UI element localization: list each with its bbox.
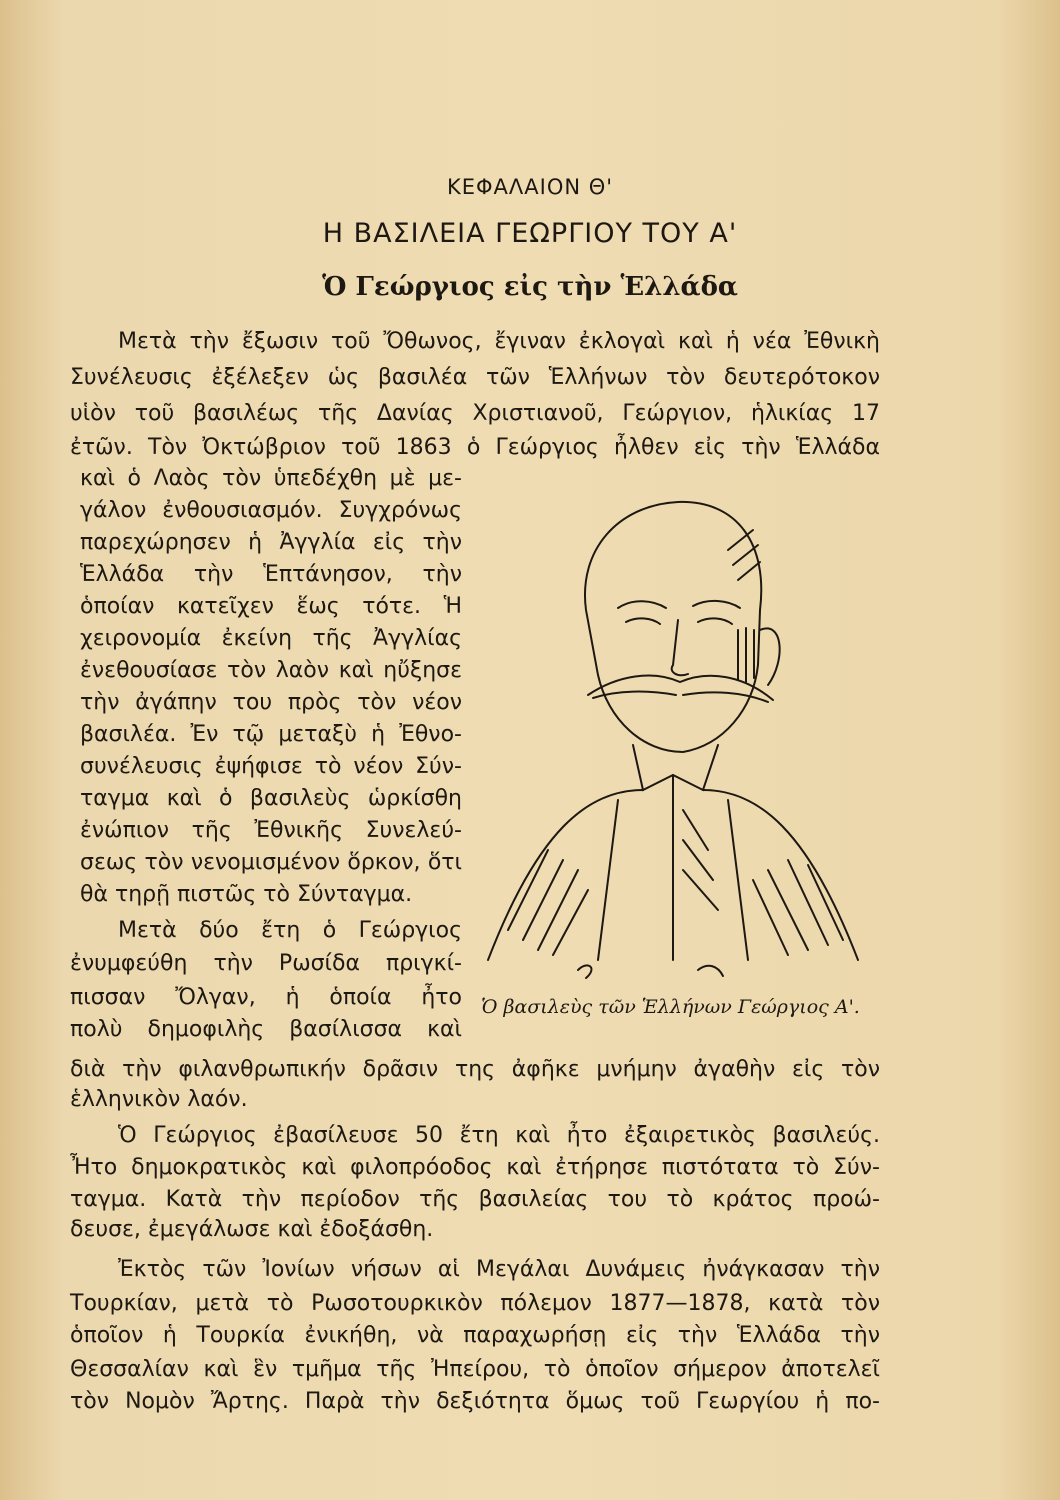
- text-line: χειρονομία ἐκείνη τῆς Ἀγγλίας: [80, 626, 462, 651]
- text-line: γάλον ἐνθουσιασμόν. Συγχρόνως: [80, 498, 462, 523]
- text-line: Μετὰ δύο ἔτη ὁ Γεώργιος: [118, 918, 462, 943]
- text-line: Τουρκίαν, μετὰ τὸ Ρωσοτουρκικὸν πόλεμον 1877—1878, κατὰ τὸν: [70, 1291, 880, 1316]
- text-line: θὰ τηρῇ πιστῶς τὸ Σύνταγμα.: [80, 882, 413, 907]
- text-line: τὴν ἀγάπην του πρὸς τὸν νέον: [80, 690, 462, 715]
- text-line: σεως τὸν νενομισμένον ὅρκον, ὅτι: [80, 850, 462, 875]
- portrait-illustration: [468, 490, 878, 990]
- chapter-heading: ΚΕΦΑΛΑΙΟΝ Θ': [446, 175, 614, 199]
- text-line: ἑλληνικὸν λαόν.: [70, 1087, 248, 1112]
- text-line: ἐνώπιον τῆς Ἐθνικῆς Συνελεύ-: [80, 818, 462, 843]
- chapter-title: Η ΒΑΣΙΛΕΙΑ ΓΕΩΡΓΙΟΥ ΤΟΥ Α': [322, 218, 738, 249]
- text-line: τὸν Νομὸν Ἄρτης. Παρὰ τὴν δεξιότητα ὅμως τοῦ Γεωργίου ἡ πο-: [70, 1389, 880, 1414]
- text-line: βασιλέα. Ἐν τῷ μεταξὺ ἡ Ἐθνο-: [80, 722, 462, 747]
- text-line: δευσε, ἐμεγάλωσε καὶ ἐδοξάσθη.: [70, 1217, 434, 1242]
- text-line: Ὁ Γεώργιος ἐβασίλευσε 50 ἔτη καὶ ἦτο ἐξαιρετικὸς βασιλεύς.: [118, 1123, 880, 1148]
- text-line: ταγμα καὶ ὁ βασιλεὺς ὡρκίσθη: [80, 786, 462, 811]
- text-line: ὁποῖον ἡ Τουρκία ἐνικήθη, νὰ παραχωρήσῃ εἰς τὴν Ἑλλάδα τὴν: [70, 1323, 880, 1348]
- text-line: Ἑλλάδα τὴν Ἑπτάνησον, τὴν: [80, 562, 462, 587]
- section-subtitle: Ὁ Γεώργιος εἰς τὴν Ἑλλάδα: [322, 272, 738, 302]
- text-line: παρεχώρησεν ἡ Ἀγγλία εἰς τὴν: [80, 530, 462, 555]
- text-line: Ἐκτὸς τῶν Ἰονίων νήσων αἱ Μεγάλαι Δυνάμεις ἠνάγκασαν τὴν: [118, 1257, 880, 1282]
- text-line: Συνέλευσις ἐξέλεξεν ὡς βασιλέα τῶν Ἑλλήνων τὸν δευτερότοκον: [70, 365, 880, 390]
- text-line: ἐνεθουσίασε τὸν λαὸν καὶ ηὔξησε: [80, 658, 462, 683]
- text-line: ἐτῶν. Τὸν Ὀκτώβριον τοῦ 1863 ὁ Γεώργιος ἦλθεν εἰς τὴν Ἑλλάδα: [70, 435, 880, 460]
- text-line: καὶ ὁ Λαὸς τὸν ὑπεδέχθη μὲ με-: [80, 466, 462, 491]
- text-line: υἱὸν τοῦ βασιλέως τῆς Δανίας Χριστιανοῦ, Γεώργιον, ἡλικίας 17: [70, 401, 880, 426]
- text-line: ὁποίαν κατεῖχεν ἕως τότε. Ἡ: [80, 594, 462, 619]
- text-line: πισσαν Ὄλγαν, ἡ ὁποία ἦτο: [70, 985, 462, 1010]
- portrait-caption: Ὁ βασιλεὺς τῶν Ἑλλήνων Γεώργιος Α'.: [481, 996, 860, 1018]
- text-line: ἐνυμφεύθη τὴν Ρωσίδα πριγκί-: [70, 951, 462, 976]
- text-line: πολὺ δημοφιλὴς βασίλισσα καὶ: [70, 1017, 462, 1042]
- text-line: συνέλευσις ἐψήφισε τὸ νέον Σύν-: [80, 754, 462, 779]
- text-line: Ἦτο δημοκρατικὸς καὶ φιλοπρόοδος καὶ ἐτήρησε πιστότατα τὸ Σύν-: [70, 1155, 880, 1180]
- text-line: ταγμα. Κατὰ τὴν περίοδον τῆς βασιλείας του τὸ κράτος προώ-: [70, 1187, 880, 1212]
- text-line: Μετὰ τὴν ἔξωσιν τοῦ Ὄθωνος, ἔγιναν ἐκλογαὶ καὶ ἡ νέα Ἐθνικὴ: [118, 329, 880, 354]
- text-line: Θεσσαλίαν καὶ ἓν τμῆμα τῆς Ἠπείρου, τὸ ὁποῖον σήμερον ἀποτελεῖ: [70, 1357, 880, 1382]
- text-line: διὰ τὴν φιλανθρωπικήν δρᾶσιν της ἀφῆκε μνήμην ἀγαθὴν εἰς τὸν: [70, 1057, 880, 1082]
